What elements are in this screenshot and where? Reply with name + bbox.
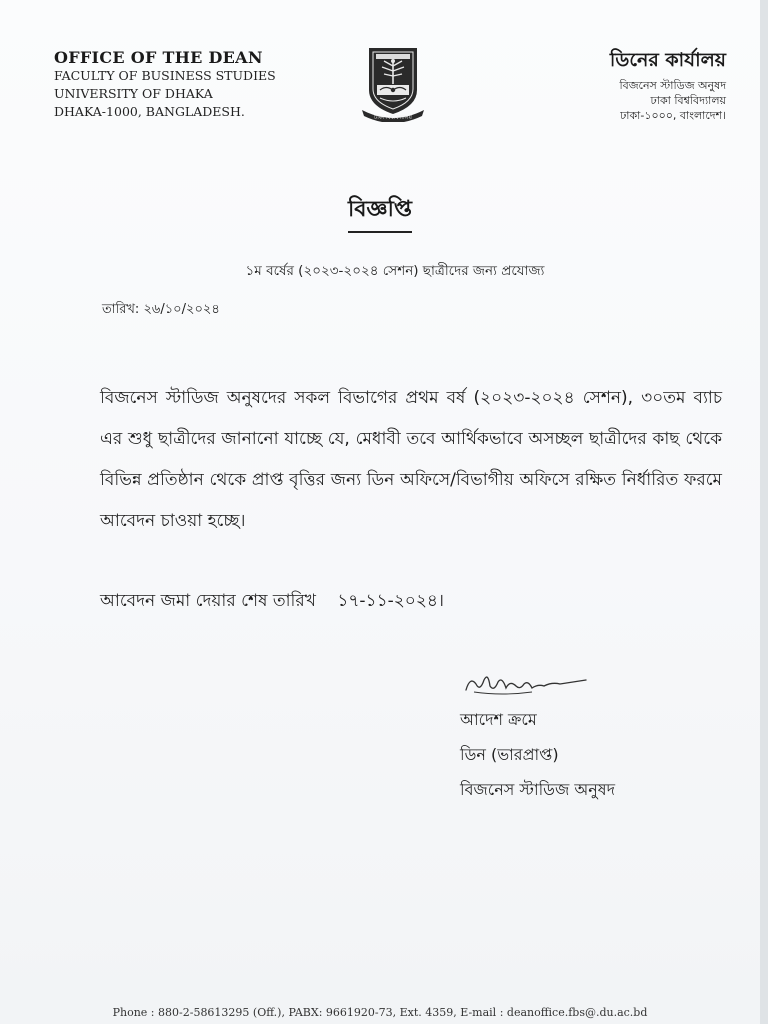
notice-subtitle: ১ম বর্ষের (২০২৩-২০২৪ সেশন) ছাত্রীদের জন্য প্রযোজ্য	[245, 263, 545, 279]
notice-title-wrap	[0, 192, 760, 233]
seal-text: ঢাকা বিশ্ববিদ্যালয়	[374, 115, 412, 121]
faculty-name-bangla: বিজনেস স্টাডিজ অনুষদ	[619, 79, 726, 92]
office-title-bangla: ডিনের কার্যালয়	[609, 49, 726, 71]
faculty-name-english: FACULTY OF BUSINESS STUDIES	[54, 68, 276, 83]
signatory-line-order: আদেশ ক্রমে	[460, 710, 537, 729]
signatory-line-faculty: বিজনেস স্টাডিজ অনুষদ	[460, 780, 615, 799]
handwritten-signature	[462, 662, 592, 702]
header-bangla-block	[610, 46, 726, 123]
footer-contact: Phone : 880-2-58613295 (Off.), PABX: 9661920-73, Ext. 4359, E-mail : deanoffice.fbs@.du.ac.bd	[112, 1006, 648, 1019]
notice-body: বিজনেস স্টাডিজ অনুষদের সকল বিভাগের প্রথম বর্ষ (২০২৩-২০২৪ সেশন), ৩০তম ব্যাচ এর শুধু ছাত্রীদের জানানো যাচ্ছে যে, মেধাবী তবে আর্থিকভাবে অসচ্ছল ছাত্রীদের কাছ থেকে বিভিন্ন প্রতিষ্ঠান থেকে প্রাপ্ত বৃত্তির জন্য ডিন অফিসে/বিভাগীয় অফিসে রক্ষিত নির্ধারিত ফরমে আবেদন চাওয়া হচ্ছে।	[100, 388, 722, 531]
office-title-english: OFFICE OF THE DEAN	[54, 48, 263, 67]
deadline-line	[100, 588, 444, 616]
university-seal-icon	[360, 44, 426, 122]
notice-title: বিজ্ঞপ্তি	[348, 192, 412, 233]
university-name-bangla: ঢাকা বিশ্ববিদ্যালয়	[650, 94, 726, 107]
notice-date: তারিখ: ২৬/১০/২০২৪	[102, 302, 220, 317]
deadline-value: ১৭-১১-২০২৪।	[337, 591, 445, 611]
page-edge	[760, 0, 768, 1024]
deadline-label: আবেদন জমা দেয়ার শেষ তারিখ	[100, 591, 316, 611]
header-english-block	[54, 48, 276, 121]
address-english: DHAKA-1000, BANGLADESH.	[54, 104, 245, 119]
address-bangla: ঢাকা-১০০০, বাংলাদেশ।	[620, 109, 726, 122]
signatory-line-designation: ডিন (ভারপ্রাপ্ত)	[460, 745, 559, 764]
signatory-block	[460, 702, 615, 807]
university-name-english: UNIVERSITY OF DHAKA	[54, 86, 213, 101]
